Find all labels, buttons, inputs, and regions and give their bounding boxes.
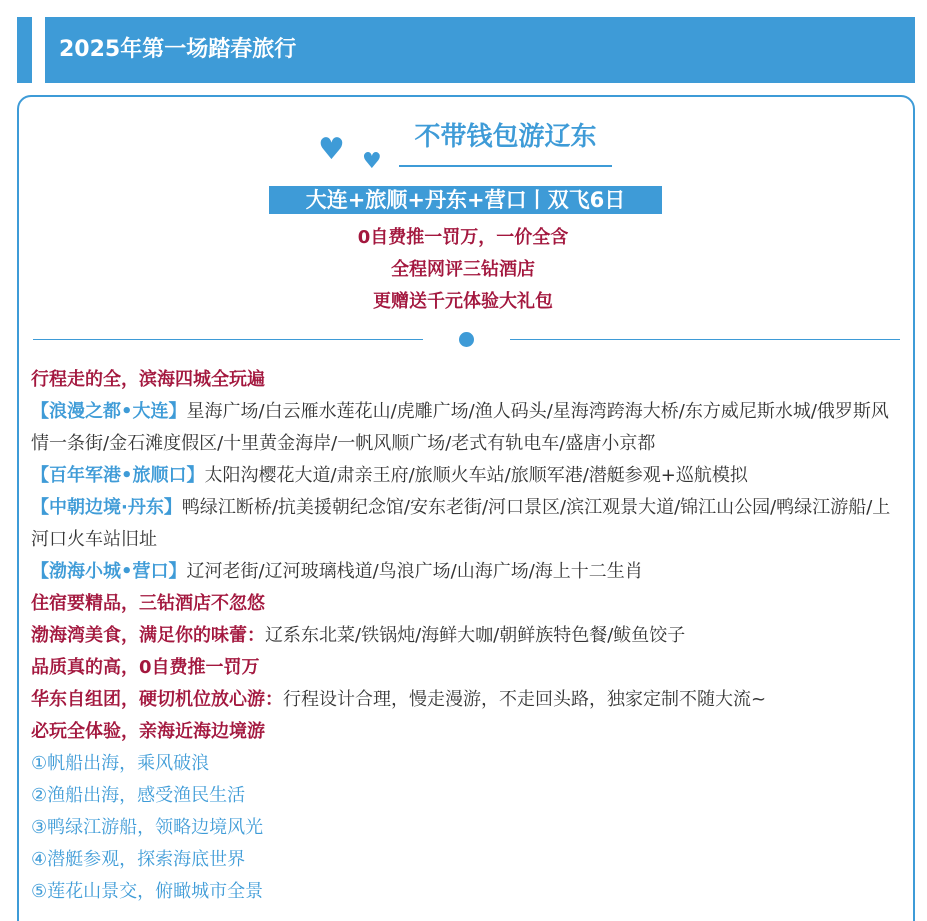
city-tag: 【百年军港•旅顺口】 — [31, 465, 205, 486]
promo-line: 更赠送千元体验大礼包 — [373, 291, 553, 312]
section-heading: 必玩全体验，亲海近海边境游 — [31, 721, 265, 742]
section-heading: 华东自组团，硬切机位放心游： — [31, 689, 283, 710]
route-banner: 大连+旅顺+丹东+营口丨双飞6日 — [269, 186, 662, 214]
city-spots: 鸭绿江断桥/抗美援朝纪念馆/安东老街/河口景区/滨江观景大道/锦江山公园/鸭绿江游船/上河口火车站旧址 — [31, 497, 891, 550]
experience-item: ①帆船出海，乘风破浪 — [31, 753, 210, 774]
section-heading: 渤海湾美食，满足你的味蕾： — [31, 625, 265, 646]
city-row — [31, 492, 903, 556]
experience-item: ②渔船出海，感受渔民生活 — [31, 785, 246, 806]
divider-right — [510, 339, 900, 340]
city-row — [31, 396, 903, 460]
city-spots: 太阳沟樱花大道/肃亲王府/旅顺火车站/旅顺军港/潜艇参观+巡航模拟 — [204, 465, 748, 486]
divider-dot — [459, 332, 474, 347]
promo-line: 0自费推一罚万，一价全含 — [357, 227, 569, 248]
promo-line: 全程网评三钻酒店 — [391, 259, 535, 280]
experience-item: ④潜艇参观，探索海底世界 — [31, 849, 246, 870]
section-heading: 住宿要精品，三钻酒店不忽悠 — [31, 593, 265, 614]
food-list: 辽系东北菜/铁锅炖/海鲜大咖/朝鲜族特色餐/鲅鱼饺子 — [265, 625, 686, 646]
heart-icon: ♥ — [318, 132, 345, 167]
section-heading: 行程走的全，滨海四城全玩遍 — [31, 369, 265, 390]
title-underline — [399, 165, 612, 167]
city-tag: 【中朝边境·丹东】 — [31, 497, 182, 518]
city-spots: 星海广场/白云雁水莲花山/虎雕广场/渔人码头/星海湾跨海大桥/东方威尼斯水城/俄罗斯风情一条街/金石滩度假区/十里黄金海岸/一帆风顺广场/老式有轨电车/盛唐小京都 — [31, 401, 889, 454]
trip-title: 不带钱包游辽东 — [414, 122, 597, 152]
city-spots: 辽河老街/辽河玻璃栈道/鸟浪广场/山海广场/海上十二生肖 — [186, 561, 643, 582]
divider-left — [33, 339, 423, 340]
header-title: 2025年第一场踏春旅行 — [45, 17, 915, 83]
city-row — [31, 460, 903, 492]
experience-item: ⑤莲花山景交，俯瞰城市全景 — [31, 881, 264, 902]
city-tag: 【渤海小城•营口】 — [31, 561, 187, 582]
tour-desc: 行程设计合理，慢走漫游，不走回头路，独家定制不随大流~ — [283, 689, 767, 710]
city-row — [31, 556, 903, 588]
experience-item: ③鸭绿江游船，领略边境风光 — [31, 817, 264, 838]
tour-row — [31, 684, 903, 716]
itinerary-details — [31, 364, 903, 908]
header-accent-bar — [17, 17, 32, 83]
section-heading: 品质真的高，0自费推一罚万 — [31, 657, 260, 678]
heart-icon: ♥ — [362, 149, 382, 174]
food-row — [31, 620, 903, 652]
city-tag: 【浪漫之都•大连】 — [31, 401, 187, 422]
